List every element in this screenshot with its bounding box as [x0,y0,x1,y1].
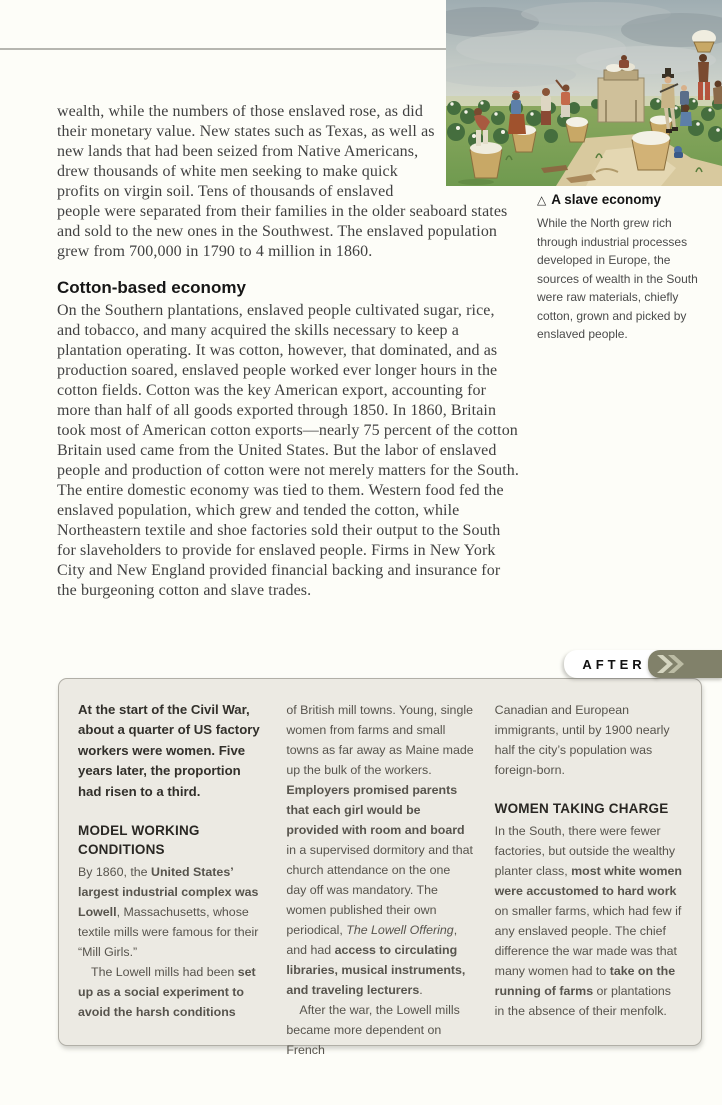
article-column [57,102,521,601]
article-para-1: wealth, while the numbers of those enslaved rose, as did their monetary value. New states such as Texas, as well as new lands that had been seized from Native Americans, drew thousands of white men seeking to make quick profits on virgin soil. Tens of thousands of enslaved people were separated from their families in the older seaboard states and sold to the new ones in the Southwest. The enslaved population grew from 700,000 in 1790 to 4 million in 1860. [57,102,521,262]
after-chevron-bar [648,650,722,678]
after-feature-panel [58,678,702,1057]
caption-title-text: A slave economy [551,192,662,207]
image-caption [537,192,713,344]
panel-para: By 1860, the United States’ largest industrial complex was Lowell, Massachusetts, whose textile mills were famous for their “Mill Girls.” [78,865,259,960]
panel-para: The Lowell mills had been set up as a social experiment to avoid the harsh conditions [78,965,256,1020]
panel-para: of British mill towns. Young, single women from farms and small towns as far away as Maine made up the bulk of the workers. Employers promised parents that each girl would be provided with room and board in a supervised dormitory and that church attendance on the one day off was mandatory. The women published their own periodical, The Lowell Offering, and had access to circulating libraries, musical instruments, and traveling lecturers. [286,703,474,997]
image-wrap-spacer [437,102,521,184]
panel-para: Canadian and European immigrants, until by 1900 nearly half the city’s population was foreign-born. [494,703,670,777]
after-tab [564,650,660,678]
panel-column-3 [495,700,682,1045]
caption-title [537,192,713,207]
panel-heading-model-working-conditions: MODEL WORKING CONDITIONS [78,823,200,858]
panel-column-1 [78,700,265,1045]
panel-heading-women-taking-charge: WOMEN TAKING CHARGE [494,801,669,816]
panel-intro: At the start of the Civil War, about a quarter of US factory workers were women. Five years later, the proportion had risen to a third. [78,702,260,799]
article-para-2: On the Southern plantations, enslaved people cultivated sugar, rice, and tobacco, and many acquired the skills necessary to keep a plantation operating. It was cotton, however, that dominated, and as production soared, enslaved people worked ever longer hours in the cotton fields. Cotton was the key American export, accounting for more than half of all goods exported through 1850. In 1860, Britain took most of American cotton exports—nearly 75 percent of the cotton Britain used came from the United States. But the labor of enslaved people and production of cotton were not merely matters for the South. The entire domestic economy was tied to them. Western food fed the enslaved population, which grew and tended the cotton, while Northeastern textile and shoe factories sold their output to the South for slaveholders to provide for enslaved people. Firms in New York City and New England provided financial backing and insurance for the burgeoning cotton and slave trades. [57,302,519,599]
panel-para: In the South, there were fewer factories, but outside the wealthy planter class, most white women were accustomed to hard work on smaller farms, which had few if any enslaved people. The chief difference the war made was that many women had to take on the running of farms or plantations in the absence of their menfolk. [494,824,682,1018]
triangle-up-icon: △ [537,193,547,207]
panel-para: After the war, the Lowell mills became more dependent on French [286,1003,460,1057]
top-rule-divider [0,48,447,50]
caption-body: While the North grew rich through industrial processes developed in Europe, the sources of wealth in the South were raw materials, chiefly cotton, grown and picked by enslaved people. [537,216,698,341]
double-chevron-right-icon [655,654,689,674]
after-label: AFTER [582,656,646,672]
section-heading-cotton-based-economy: Cotton-based economy [57,278,246,297]
panel-column-2 [286,700,474,1057]
